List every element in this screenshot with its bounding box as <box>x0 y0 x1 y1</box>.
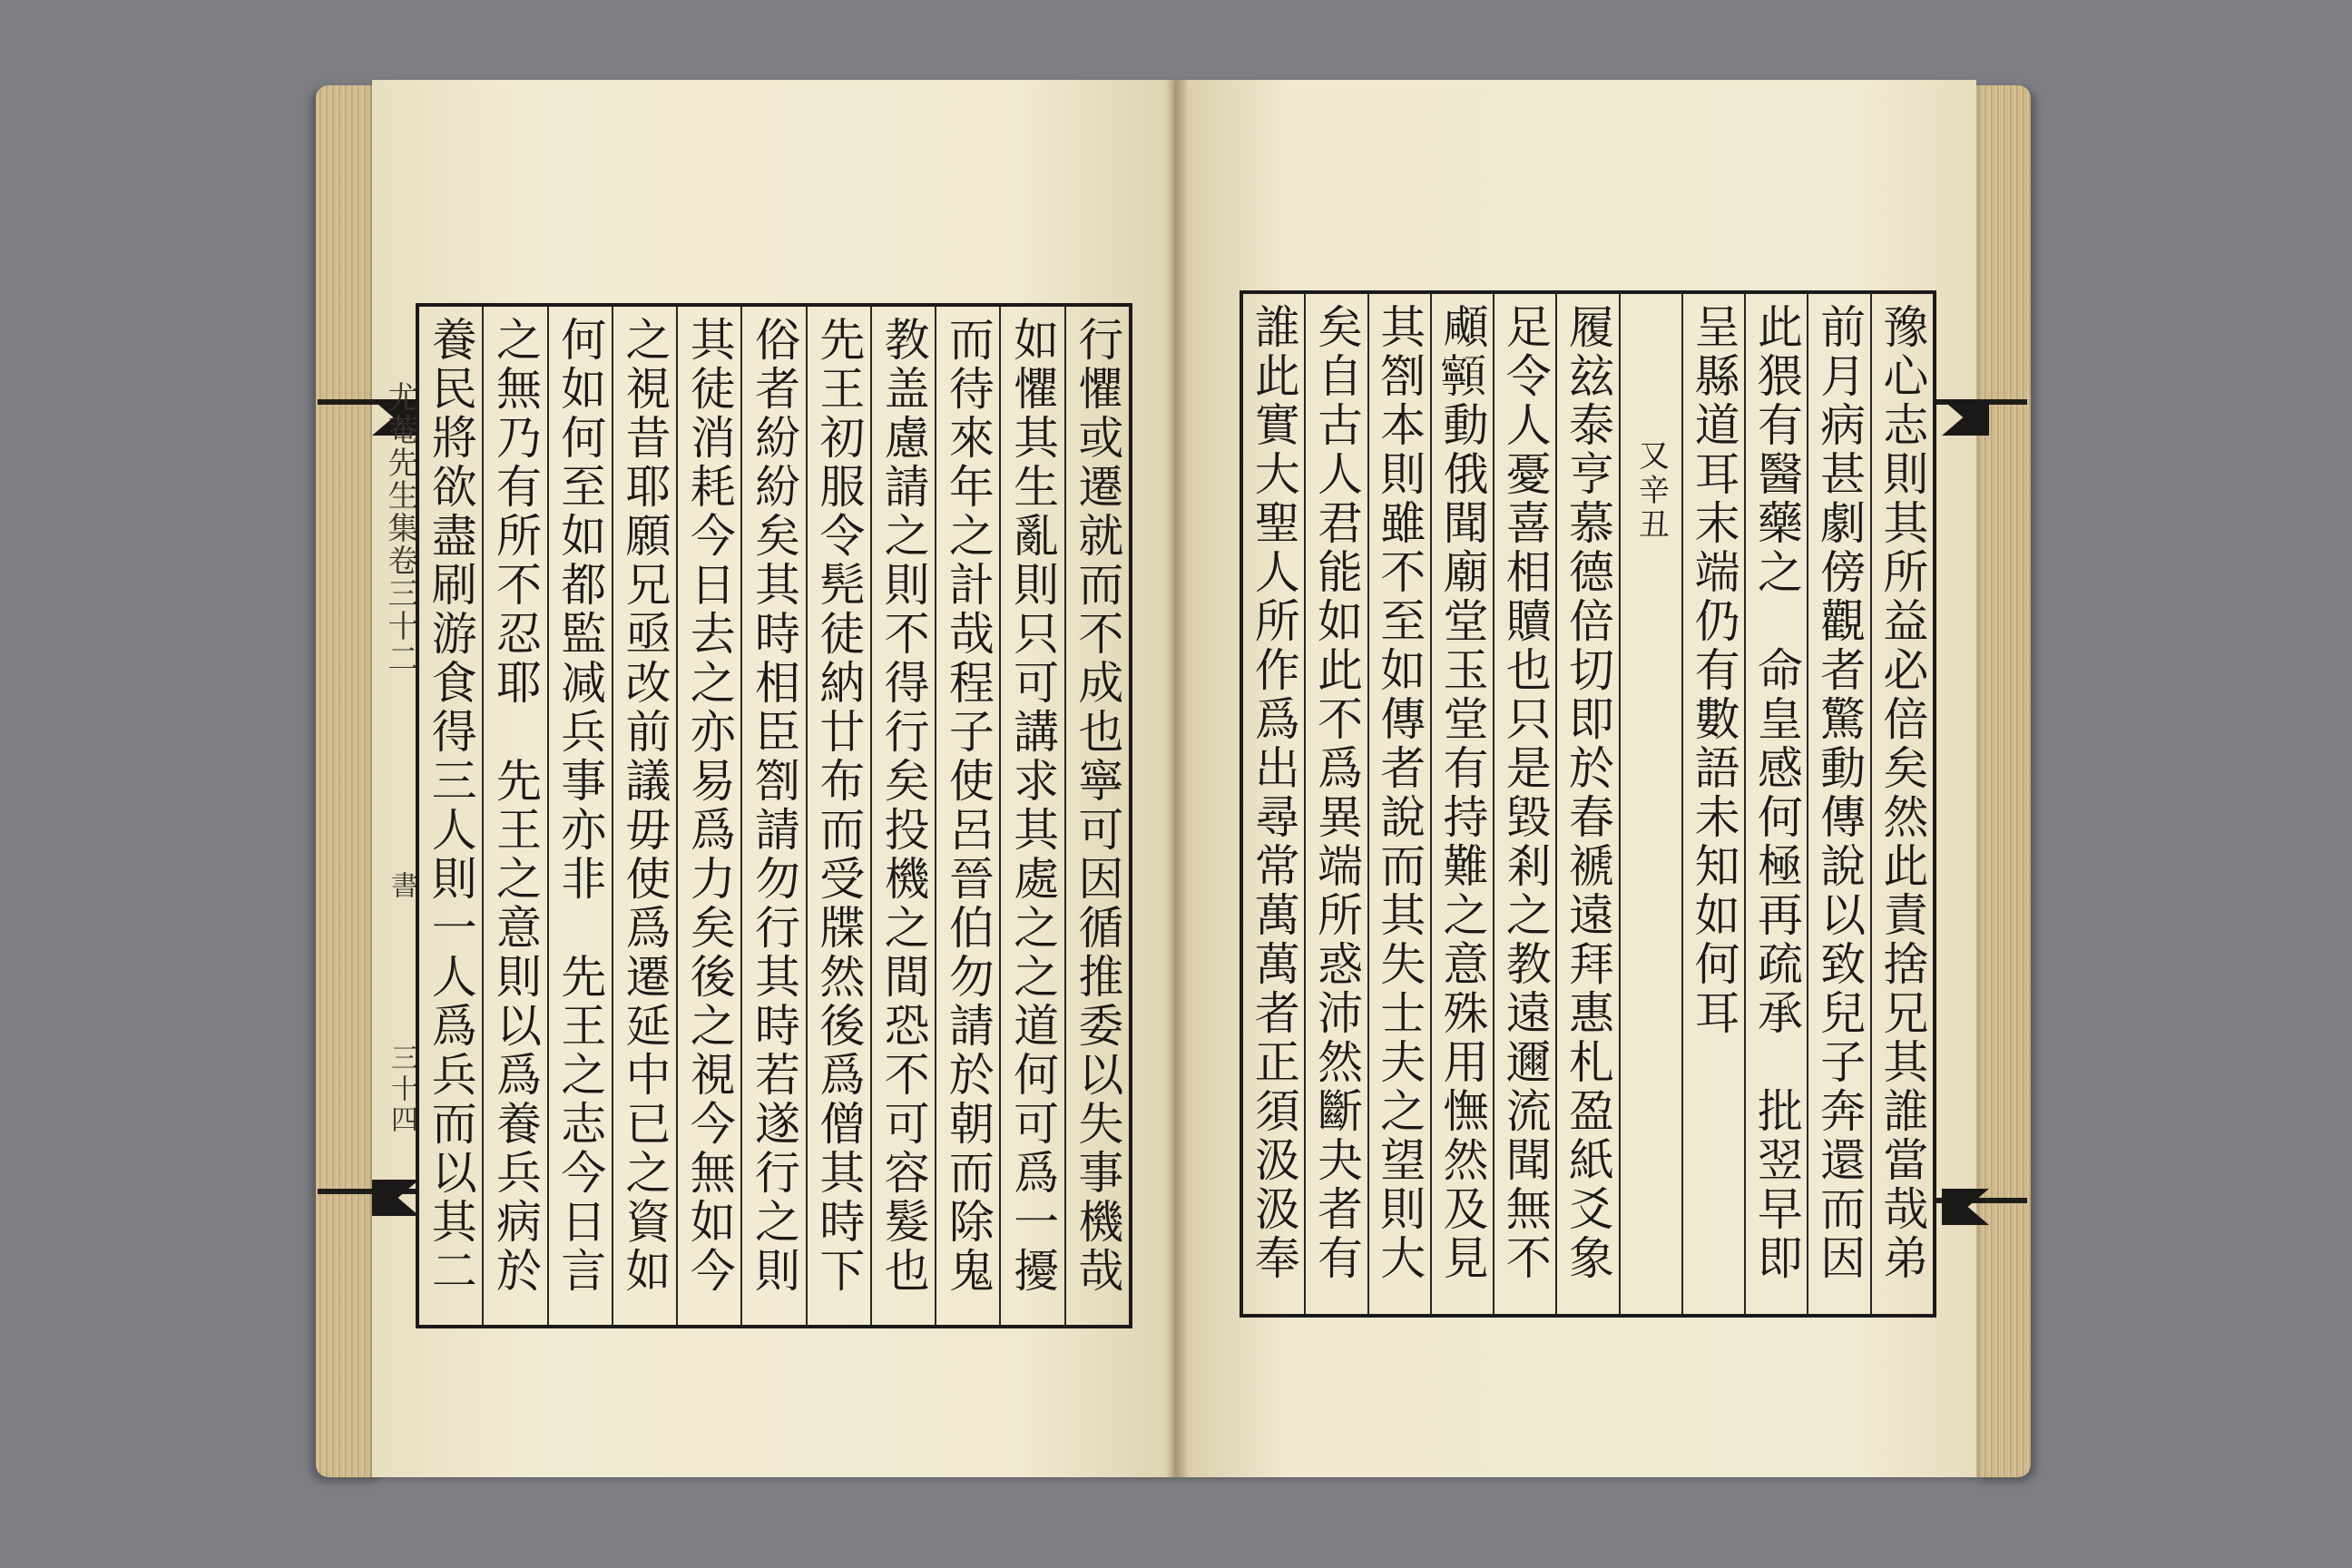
left-text-frame <box>416 303 1132 1328</box>
text-column: 其劄本則雖不至如傳者說而其失士夫之望則大 <box>1367 294 1430 1314</box>
text-column: 豫心志則其所益必倍矣然此責捨兄其誰當哉弟 <box>1870 294 1933 1314</box>
text-column: 如懼其生亂則只可講求其處之之道何可爲一擾 <box>999 307 1063 1325</box>
book-edge-right <box>1975 85 2031 1477</box>
text-column: 先王初服令髡徒納廿布而受牒然後爲僧其時下 <box>806 307 870 1325</box>
text-column: 矣自古人君能如此不爲異端所惑沛然斷夬者有 <box>1304 294 1367 1314</box>
text-column: 顑𩕳動俄聞廟堂玉堂有持難之意殊用憮然及見 <box>1430 294 1493 1314</box>
text-column: 俗者紛紛矣其時相臣劄請勿行其時若遂行之則 <box>740 307 805 1325</box>
margin-page-number: 三十四 <box>386 1044 417 1136</box>
text-column: 之視昔耶願兄亟改前議毋使爲遷延中已之資如 <box>612 307 676 1325</box>
text-column: 前月病甚劇傍觀者驚動傳說以致兒子奔還而因 <box>1807 294 1869 1314</box>
book-edge-left <box>316 85 379 1477</box>
gutter-fold <box>1165 80 1189 1477</box>
text-column: 之無乃有所不忍耶 先王之意則以爲養兵病於 <box>482 307 546 1325</box>
text-column: 履玆泰亨慕德倍切即於春褫遠拜惠札盈紙爻象 <box>1555 294 1618 1314</box>
section-heading: 又辛丑 <box>1619 294 1681 1314</box>
text-column: 何如何至如都監减兵事亦非 先王之志今日言 <box>547 307 612 1325</box>
text-column: 誰此實大聖人所作爲出尋常萬萬者正須汲汲奉 <box>1247 303 1300 1283</box>
margin-title: 尤菴先生集卷三十二 <box>382 381 418 675</box>
margin-chapter: 書 <box>386 871 417 898</box>
right-text-frame <box>1240 290 1936 1318</box>
text-column: 呈縣道耳末端仍有數語未知如何耳 <box>1681 294 1744 1314</box>
text-column: 教盖慮請之則不得行矣投機之間恐不可容髮也 <box>870 307 935 1325</box>
text-column: 其徒消耗今日去之亦易爲力矣後之視今無如今 <box>676 307 740 1325</box>
text-column: 而待來年之計哉程子使呂晉伯勿請於朝而除鬼 <box>935 307 999 1325</box>
text-column: 此猥有醫藥之 命皇感何極再疏承 批翌早即 <box>1744 294 1807 1314</box>
text-column: 行懼或遷就而不成也寧可因循推委以失事機哉 <box>1064 307 1129 1325</box>
text-column: 養民將欲盡刷游食得三人則一人爲兵而以其二 <box>424 316 477 1296</box>
text-column: 足令人憂喜相贖也只是毀剎之教遠邇流聞無不 <box>1493 294 1555 1314</box>
